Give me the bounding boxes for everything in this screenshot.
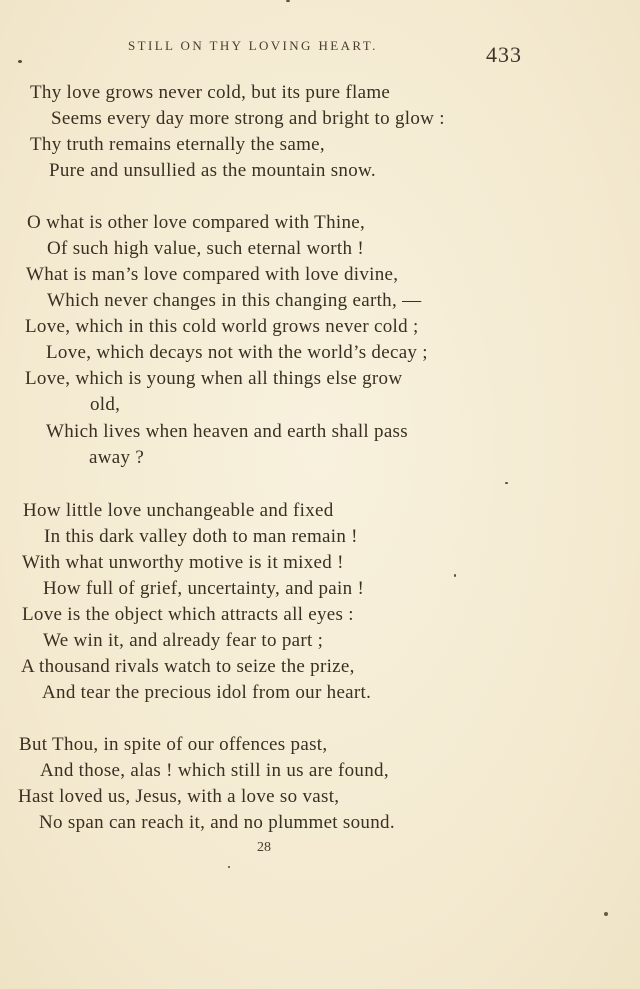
poem-line: Love, which in this cold world grows never cold ;	[25, 316, 419, 337]
ink-speck	[604, 912, 608, 916]
running-head: STILL ON THY LOVING HEART.	[128, 38, 378, 53]
poem-line: A thousand rivals watch to seize the prize,	[21, 656, 355, 677]
poem-line: In this dark valley doth to man remain !	[44, 526, 358, 547]
poem-line: What is man’s love compared with love divine,	[26, 264, 399, 285]
poem-line: Hast loved us, Jesus, with a love so vast,	[18, 786, 340, 807]
ink-speck	[286, 0, 290, 2]
poem-line: Thy truth remains eternally the same,	[30, 134, 325, 155]
poem-line: With what unworthy motive is it mixed !	[22, 552, 344, 573]
poem-line: How full of grief, uncertainty, and pain !	[43, 578, 365, 599]
poem-line: And those, alas ! which still in us are found,	[40, 760, 389, 781]
ink-speck	[18, 60, 22, 63]
ink-speck	[505, 482, 508, 484]
ink-speck	[454, 574, 456, 577]
poem-line: Love is the object which attracts all eyes :	[22, 604, 354, 625]
poem-line: Love, which decays not with the world’s decay ;	[46, 342, 428, 363]
signature-mark: 28	[257, 840, 271, 855]
poem-line: Which never changes in this changing earth, —	[47, 290, 422, 311]
poem-line: And tear the precious idol from our heart.	[42, 682, 372, 703]
ink-speck	[228, 866, 230, 868]
poem-line: away ?	[89, 447, 145, 468]
poem-line: We win it, and already fear to part ;	[43, 630, 324, 651]
poem-line: old,	[90, 394, 121, 415]
poem-line: Thy love grows never cold, but its pure flame	[30, 82, 391, 103]
poem-line: No span can reach it, and no plummet sound.	[39, 812, 395, 833]
poem-line: Of such high value, such eternal worth !	[47, 238, 364, 259]
poem-line: How little love unchangeable and fixed	[23, 500, 334, 521]
poem-line: Pure and unsullied as the mountain snow.	[49, 160, 376, 181]
poem-line: Which lives when heaven and earth shall pass	[46, 421, 408, 442]
poem-line: O what is other love compared with Thine,	[27, 212, 366, 233]
poem-line: Seems every day more strong and bright to glow :	[51, 108, 445, 129]
poem-line: Love, which is young when all things else grow	[25, 368, 403, 389]
poem-line: But Thou, in spite of our offences past,	[19, 734, 328, 755]
page-number: 433	[486, 42, 522, 67]
